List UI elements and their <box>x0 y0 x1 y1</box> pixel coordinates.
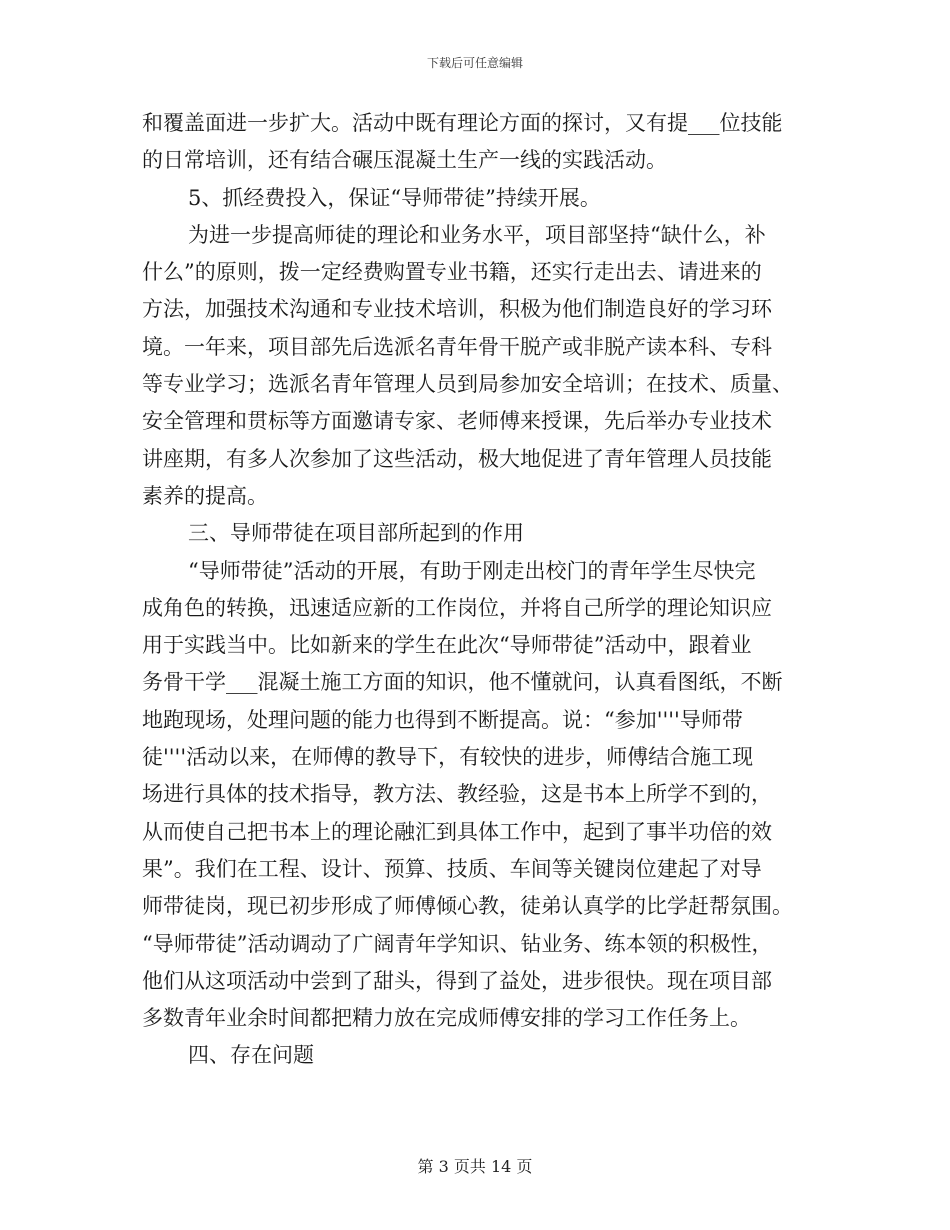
text-line: 方法，加强技术沟通和专业技术培训，积极为他们制造良好的学习环 <box>142 297 772 322</box>
text-line: 徒''''活动以来，在师傅的教导下，有较快的进步，师傅结合施工现 <box>142 745 754 770</box>
text-line: 和覆盖面进一步扩大。活动中既有理论方面的探讨，又有提___位技能 <box>142 111 783 135</box>
text-line: 场进行具体的技术指导，教方法、教经验，这是书本上所学不到的， <box>142 782 772 807</box>
text-line: 果”。我们在工程、设计、预算、技质、车间等关键岗位建起了对导 <box>142 856 762 881</box>
text-line: 从而使自己把书本上的理论融汇到具体工作中，起到了事半功倍的效 <box>142 819 772 844</box>
page-number: 第 3 页共 14 页 <box>417 1157 533 1176</box>
text-line: 等专业学习；选派名青年管理人员到局参加安全培训；在技术、质量、 <box>142 372 793 397</box>
text-line: 什么”的原则，拨一定经费购置专业书籍，还实行走出去、请进来的 <box>142 260 762 285</box>
text-line: 四、存在问题 <box>188 1043 314 1068</box>
text-line: 5、抓经费投入，保证“导师带徒”持续开展。 <box>188 185 601 210</box>
text-line: 的日常培训，还有结合碾压混凝土生产一线的实践活动。 <box>142 148 667 173</box>
text-line: “导师带徒”活动调动了广阔青年学知识、钻业务、练本领的积极性， <box>142 931 773 956</box>
text-line: 多数青年业余时间都把精力放在完成师傅安排的学习工作任务上。 <box>142 1006 751 1031</box>
text-line: 师带徒岗，现已初步形成了师傅倾心教，徒弟认真学的比学赶帮氛围。 <box>142 894 793 919</box>
text-line: 用于实践当中。比如新来的学生在此次“导师带徒”活动中，跟着业 <box>142 633 752 658</box>
text-line: 境。一年来，项目部先后选派名青年骨干脱产或非脱产读本科、专科 <box>142 334 772 359</box>
text-line: 安全管理和贯标等方面邀请专家、老师傅来授课，先后举办专业技术 <box>142 409 772 434</box>
text-line: 素养的提高。 <box>142 483 268 508</box>
text-line: 他们从这项活动中尝到了甜头，得到了益处，进步很快。现在项目部 <box>142 968 772 993</box>
text-line: 成角色的转换，迅速适应新的工作岗位，并将自己所学的理论知识应 <box>142 595 772 620</box>
document-body <box>142 105 802 1075</box>
text-line: 三、导师带徒在项目部所起到的作用 <box>188 521 524 546</box>
text-line: 讲座期，有多人次参加了这些活动，极大地促进了青年管理人员技能 <box>142 446 772 471</box>
text-line: 务骨干学___混凝土施工方面的知识，他不懂就问，认真看图纸，不断 <box>142 670 783 695</box>
text-line: “导师带徒”活动的开展，有助于刚走出校门的青年学生尽快完 <box>188 558 756 583</box>
text-line: 地跑现场，处理问题的能力也得到不断提高。说：“参加''''导师带 <box>142 707 743 732</box>
page-header-note: 下载后可任意编辑 <box>426 56 523 70</box>
text-line: 为进一步提高师徒的理论和业务水平，项目部坚持“缺什么，补 <box>188 222 766 247</box>
